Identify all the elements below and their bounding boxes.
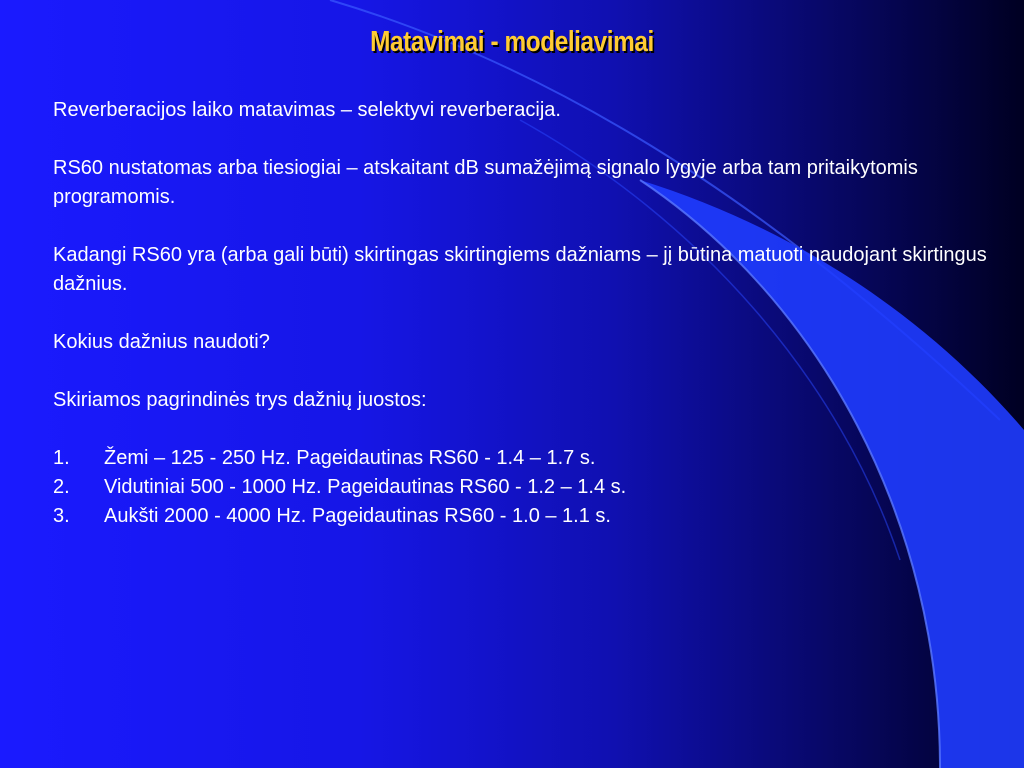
list-item-high: [53, 502, 1013, 531]
list-item-text: Vidutiniai 500 - 1000 Hz. Pageidautinas RS60 - 1.2 – 1.4 s.: [104, 476, 627, 498]
paragraph-question: Kokius dažnius naudoti?: [53, 331, 270, 353]
list-item-text: Aukšti 2000 - 4000 Hz. Pageidautinas RS60 - 1.0 – 1.1 s.: [104, 505, 611, 527]
paragraph-reverberation-measurement: Reverberacijos laiko matavimas – selektyvi reverberacija.: [53, 99, 561, 121]
list-number: 1.: [53, 447, 70, 469]
paragraph-bands-intro: Skiriamos pagrindinės trys dažnių juostos:: [53, 389, 427, 411]
slide-body: [53, 96, 1013, 531]
list-item-text: Žemi – 125 - 250 Hz. Pageidautinas RS60 - 1.4 – 1.7 s.: [104, 447, 596, 469]
list-item-low: [53, 444, 1013, 473]
paragraph-rs60-determination: RS60 nustatomas arba tiesiogiai – atskaitant dB sumažėjimą signalo lygyje arba tam pritaikytomis programomis.: [53, 157, 918, 208]
list-item-mid: [53, 473, 1013, 502]
list-number: 2.: [53, 476, 70, 498]
frequency-band-list: [53, 444, 1013, 531]
paragraph-frequency-dependence: Kadangi RS60 yra (arba gali būti) skirtingas skirtingiems dažniams – jį būtina matuoti naudojant skirtingus dažnius.: [53, 244, 987, 295]
slide-title: Matavimai - modeliavimai: [370, 26, 654, 58]
list-number: 3.: [53, 505, 70, 527]
